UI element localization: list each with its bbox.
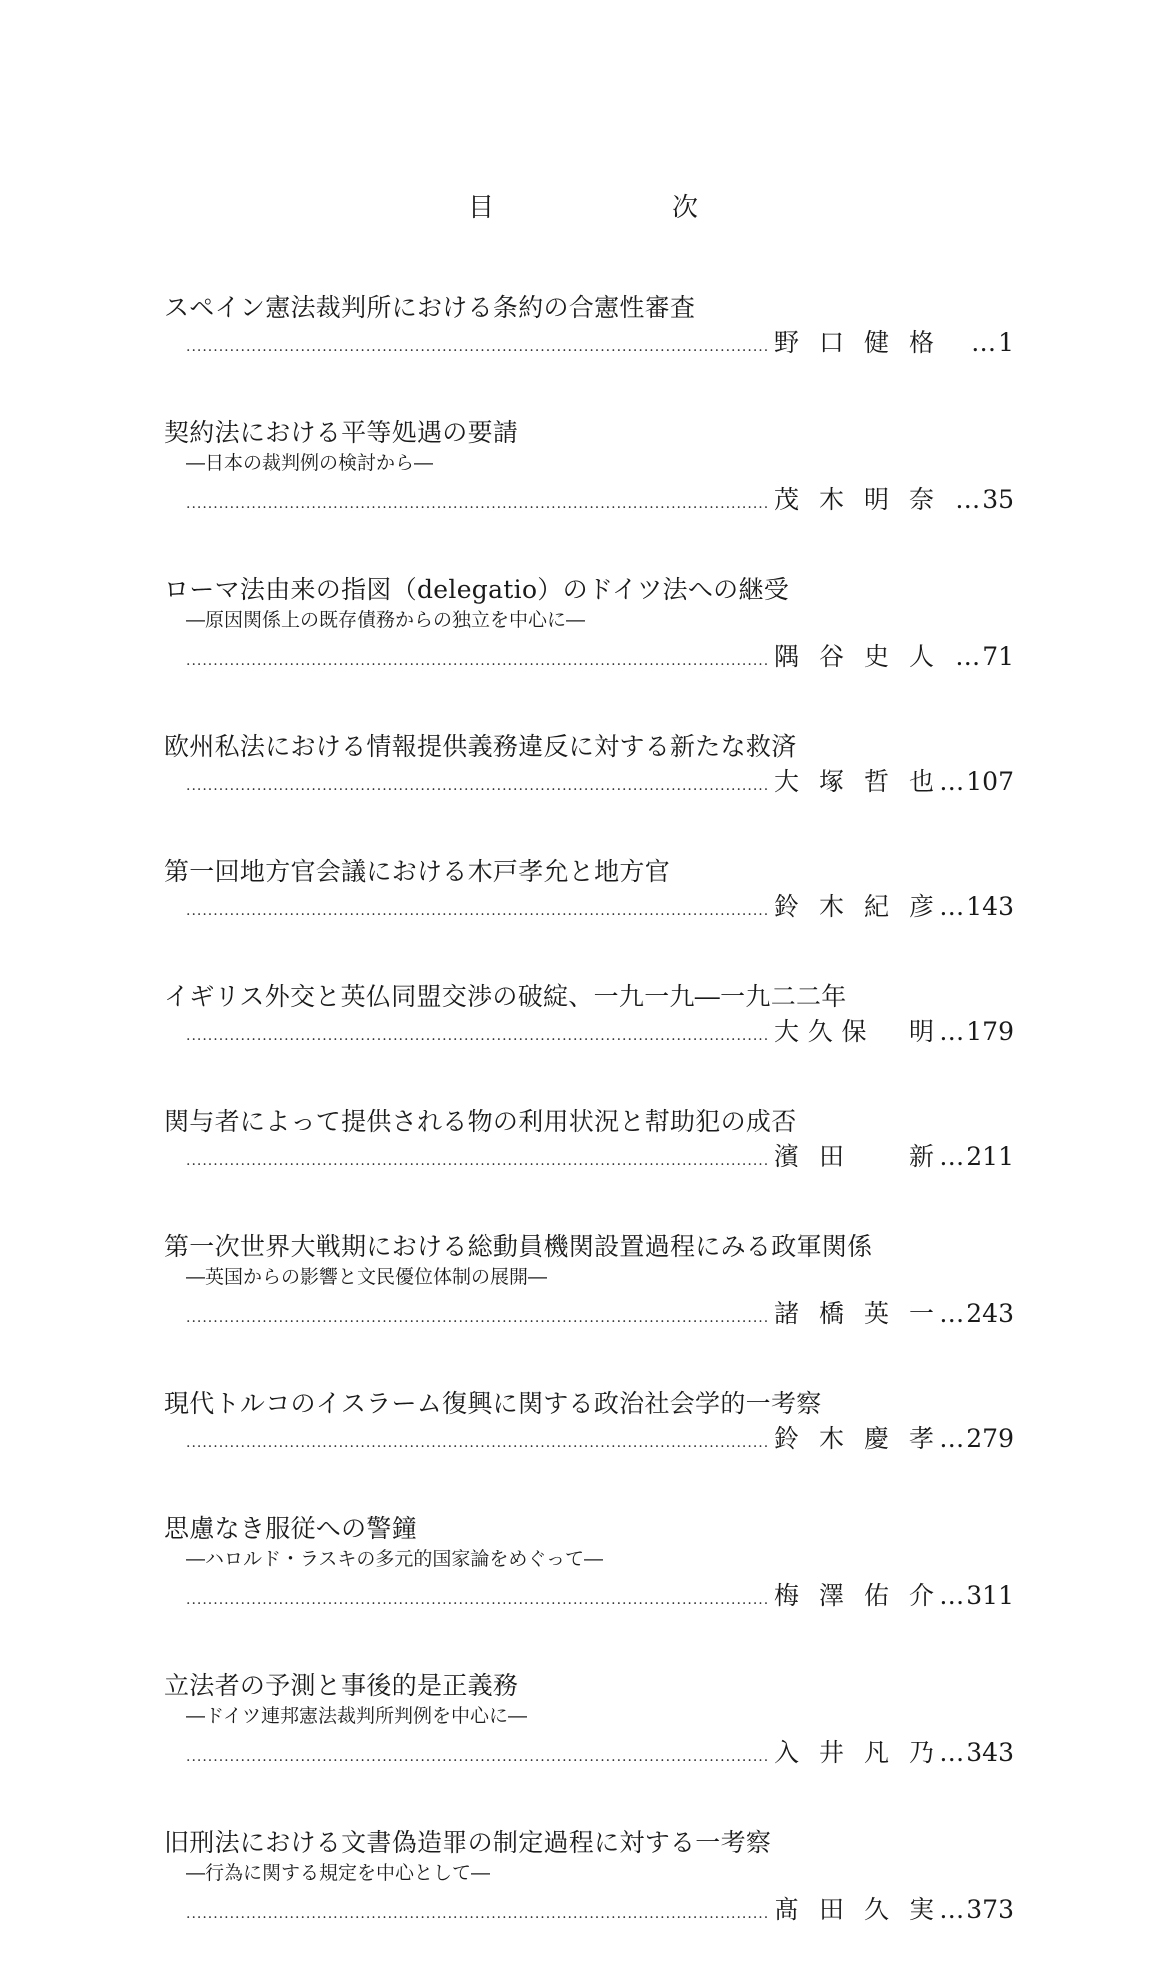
toc-entry	[164, 573, 1014, 675]
toc-entries	[164, 291, 1014, 1983]
entry-title: 思慮なき服従への警鐘	[164, 1514, 418, 1543]
entry-title: イギリス外交と英仏同盟交渉の破綻、一九一九―一九二二年	[164, 982, 847, 1011]
entry-author: 隅 谷 史 人	[774, 642, 934, 671]
entry-page-number: … 211	[934, 1139, 1014, 1175]
dot-leader	[186, 768, 770, 804]
entry-subtitle: ―日本の裁判例の検討から―	[186, 452, 434, 474]
toc-entry	[164, 1512, 1014, 1614]
entry-title: スペイン憲法裁判所における条約の合憲性審査	[164, 293, 696, 322]
toc-heading: 目 次	[467, 193, 774, 223]
dot-leader	[186, 893, 770, 929]
entry-page-number: … 343	[934, 1735, 1014, 1771]
entry-author: 梅 澤 佑 介	[774, 1581, 934, 1610]
entry-line	[164, 1421, 1014, 1457]
entry-author: 茂 木 明 奈	[774, 485, 934, 514]
entry-line	[164, 1139, 1014, 1175]
entry-page-number: … 107	[934, 764, 1014, 800]
entry-title: 関与者によって提供される物の利用状況と幇助犯の成否	[164, 1107, 797, 1136]
toc-entry	[164, 416, 1014, 518]
entry-title: 旧刑法における文書偽造罪の制定過程に対する一考察	[164, 1828, 772, 1857]
dot-leader	[186, 643, 770, 679]
dot-leader	[186, 1896, 770, 1932]
entry-page-number: … 279	[934, 1421, 1014, 1457]
dot-leader	[186, 1425, 770, 1461]
entry-author: 諸 橋 英 一	[774, 1299, 934, 1328]
entry-author: 大 久 保 明	[774, 1017, 934, 1046]
entry-page-number: … 35	[934, 482, 1014, 518]
entry-subtitle: ―英国からの影響と文民優位体制の展開―	[186, 1266, 548, 1288]
dot-leader	[186, 329, 770, 365]
entry-line	[164, 1296, 1014, 1332]
entry-title: 第一次世界大戦期における総動員機関設置過程にみる政軍関係	[164, 1232, 873, 1261]
entry-line	[164, 1735, 1014, 1771]
entry-author: 鈴 木 紀 彦	[774, 892, 934, 921]
dot-leader	[186, 1143, 770, 1179]
entry-author: 大 塚 哲 也	[774, 767, 934, 796]
toc-entry	[164, 855, 1014, 925]
entry-page-number: … 143	[934, 889, 1014, 925]
entry-line	[164, 325, 1014, 361]
entry-line	[164, 1892, 1014, 1928]
entry-author: 濱 田 新	[774, 1142, 934, 1171]
entry-author: 鈴 木 慶 孝	[774, 1424, 934, 1453]
toc-entry	[164, 1387, 1014, 1457]
entry-line	[164, 639, 1014, 675]
entry-subtitle: ―ドイツ連邦憲法裁判所判例を中心に―	[186, 1705, 528, 1727]
dot-leader	[186, 1739, 770, 1775]
toc-entry	[164, 291, 1014, 361]
entry-author: 入 井 凡 乃	[774, 1738, 934, 1767]
entry-title: 契約法における平等処遇の要請	[164, 418, 519, 447]
dot-leader	[186, 1300, 770, 1336]
entry-line	[164, 1014, 1014, 1050]
entry-subtitle: ―行為に関する規定を中心として―	[186, 1862, 491, 1884]
toc-entry	[164, 1826, 1014, 1928]
entry-line	[164, 482, 1014, 518]
entry-page-number: … 71	[934, 639, 1014, 675]
dot-leader	[186, 486, 770, 522]
entry-title: ローマ法由来の指図（delegatio）のドイツ法への継受	[164, 575, 790, 604]
entry-page-number: … 1	[934, 325, 1014, 361]
entry-line	[164, 764, 1014, 800]
toc-entry	[164, 980, 1014, 1050]
entry-title: 現代トルコのイスラーム復興に関する政治社会学的一考察	[164, 1389, 822, 1418]
entry-page-number: … 311	[934, 1578, 1014, 1614]
entry-subtitle: ―原因関係上の既存債務からの独立を中心に―	[186, 609, 586, 631]
entry-line	[164, 1578, 1014, 1614]
toc-entry	[164, 1105, 1014, 1175]
entry-page-number: … 243	[934, 1296, 1014, 1332]
entry-line	[164, 889, 1014, 925]
entry-title: 第一回地方官会議における木戸孝允と地方官	[164, 857, 671, 886]
dot-leader	[186, 1582, 770, 1618]
entry-page-number: … 179	[934, 1014, 1014, 1050]
toc-entry	[164, 1230, 1014, 1332]
entry-author: 野 口 健 格	[774, 328, 934, 357]
entry-title: 欧州私法における情報提供義務違反に対する新たな救済	[164, 732, 797, 761]
entry-title: 立法者の予測と事後的是正義務	[164, 1671, 519, 1700]
toc-entry	[164, 730, 1014, 800]
entry-subtitle: ―ハロルド・ラスキの多元的国家論をめぐって―	[186, 1548, 604, 1570]
entry-page-number: … 373	[934, 1892, 1014, 1928]
entry-author: 髙 田 久 実	[774, 1895, 934, 1924]
dot-leader	[186, 1018, 770, 1054]
toc-entry	[164, 1669, 1014, 1771]
